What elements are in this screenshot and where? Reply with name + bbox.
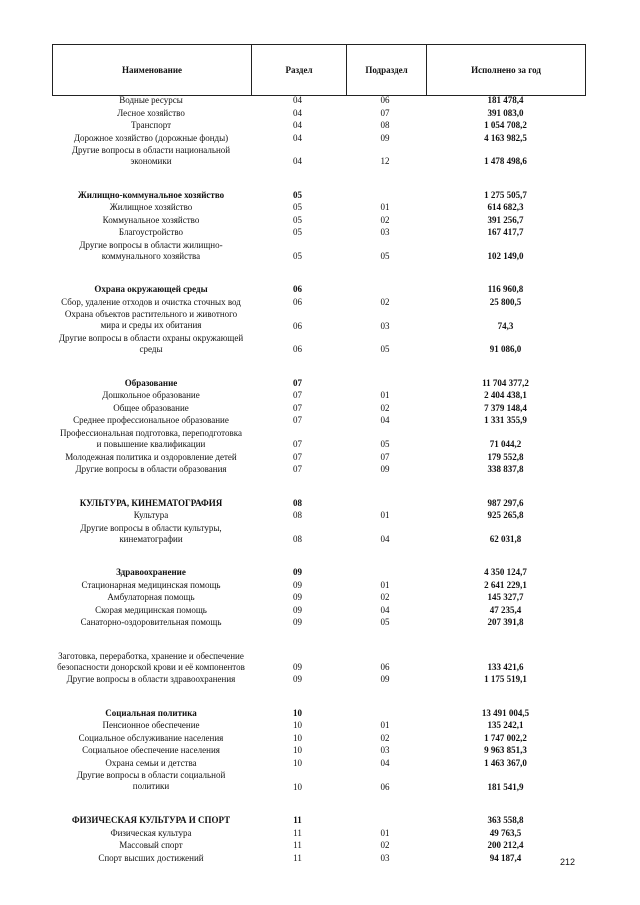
row-subsection: 01 — [380, 579, 390, 590]
row-amount: 94 187,4 — [489, 852, 522, 863]
row-name-line: Социальная политика — [105, 707, 197, 718]
row-section: 04 — [293, 156, 302, 167]
row-amount: 4 350 124,7 — [484, 567, 527, 578]
row-name — [52, 840, 250, 851]
section-row — [52, 708, 586, 719]
row-subsection: 04 — [380, 533, 390, 544]
row-subsection: 07 — [380, 451, 390, 462]
table-header — [52, 44, 586, 96]
row-name-line: Жилищное хозяйство — [109, 202, 193, 213]
section-row — [52, 378, 586, 389]
row-name — [52, 428, 250, 450]
header-name: Наименование — [122, 65, 182, 75]
row-name-line: КУЛЬТУРА, КИНЕМАТОГРАФИЯ — [79, 497, 223, 508]
row-section: 10 — [293, 757, 302, 768]
row-subsection: 02 — [380, 296, 390, 307]
row-amount: 181 541,9 — [487, 781, 524, 792]
row-subsection: 02 — [380, 402, 390, 413]
row-name — [52, 498, 250, 509]
section-row — [52, 190, 586, 201]
row-name-line: экономики — [130, 156, 172, 166]
row-section: 10 — [293, 781, 302, 792]
row-name — [52, 297, 250, 308]
row-name — [52, 580, 250, 591]
table-row — [52, 510, 586, 521]
table-row — [52, 580, 586, 591]
row-amount: 200 212,4 — [487, 840, 524, 851]
row-name-line: Другие вопросы в области здравоохранения — [66, 674, 236, 685]
row-name-line: ФИЗИЧЕСКАЯ КУЛЬТУРА И СПОРТ — [71, 815, 231, 826]
table-row — [52, 674, 586, 685]
table-row — [52, 733, 586, 744]
row-subsection: 01 — [380, 720, 390, 731]
row-amount: 1 463 367,0 — [484, 757, 527, 768]
row-section: 05 — [293, 227, 302, 238]
page-number: 212 — [560, 857, 576, 867]
row-subsection: 06 — [380, 661, 390, 672]
row-section: 07 — [293, 402, 302, 413]
row-name — [52, 415, 250, 426]
row-section: 09 — [293, 592, 302, 603]
row-name — [52, 651, 250, 673]
table-row — [52, 428, 586, 450]
table-row — [52, 108, 586, 119]
row-subsection: 09 — [380, 132, 390, 143]
row-amount: 1 331 355,9 — [484, 415, 527, 426]
row-section: 07 — [293, 464, 302, 474]
section-row — [52, 815, 586, 826]
row-subsection: 04 — [380, 604, 390, 615]
table-row — [52, 227, 586, 238]
row-name-line: Благоустройство — [118, 227, 184, 238]
row-section: 04 — [293, 107, 302, 118]
row-name-line: Охрана окружающей среды — [94, 284, 208, 295]
row-section: 08 — [293, 533, 302, 544]
row-amount: 71 044,2 — [489, 438, 522, 449]
row-amount: 49 763,5 — [489, 827, 522, 838]
row-name-line: Сбор, удаление отходов и очистка сточных вод — [61, 296, 241, 307]
row-name — [52, 403, 250, 414]
row-amount: 133 421,6 — [487, 661, 524, 672]
row-name-line: Массовый спорт — [119, 840, 183, 851]
table-row — [52, 240, 586, 262]
row-section: 08 — [293, 510, 302, 520]
row-subsection: 06 — [380, 781, 390, 792]
row-name — [52, 674, 250, 685]
row-section: 07 — [293, 390, 302, 401]
row-name-line: Физическая культура — [110, 827, 192, 838]
row-name-line: и повышение квалификации — [96, 438, 206, 449]
row-name-line: Другие вопросы в области образования — [75, 464, 227, 474]
row-name — [52, 720, 250, 731]
row-amount: 11 704 377,2 — [482, 377, 529, 388]
row-amount: 614 682,3 — [487, 202, 524, 213]
table-row — [52, 840, 586, 851]
table-row — [52, 720, 586, 731]
row-name — [52, 133, 250, 144]
row-section: 06 — [293, 296, 302, 307]
row-name-line: мира и среды их обитания — [100, 320, 202, 331]
row-name — [52, 108, 250, 119]
table-row — [52, 415, 586, 426]
row-subsection: 03 — [380, 320, 390, 331]
row-section: 06 — [293, 320, 302, 331]
row-section: 10 — [293, 745, 302, 756]
row-subsection: 09 — [380, 464, 390, 474]
row-section: 07 — [293, 438, 302, 449]
row-name — [52, 853, 250, 864]
table-row — [52, 770, 586, 792]
table-row — [52, 523, 586, 545]
row-name-line: Социальное обслуживание населения — [78, 732, 224, 743]
row-section: 11 — [293, 840, 302, 851]
row-name-line: Охрана объектов растительного и животного — [64, 309, 238, 320]
row-name-line: Лесное хозяйство — [117, 107, 185, 118]
row-subsection: 07 — [380, 107, 390, 118]
row-amount: 62 031,8 — [489, 533, 522, 544]
row-name-line: Скорая медицинская помощь — [95, 604, 207, 615]
row-name — [52, 815, 250, 826]
row-amount: 391 083,0 — [487, 107, 524, 118]
row-subsection: 03 — [380, 227, 390, 238]
row-section: 06 — [293, 284, 302, 295]
row-name — [52, 745, 250, 756]
row-section: 04 — [293, 120, 302, 130]
row-amount: 1 175 519,1 — [484, 674, 527, 685]
row-amount: 47 235,4 — [489, 604, 522, 615]
header-section: Раздел — [251, 45, 346, 95]
row-subsection: 12 — [380, 156, 390, 167]
row-name — [52, 605, 250, 616]
row-name-line: Социальное обеспечение населения — [82, 745, 220, 756]
row-name — [52, 390, 250, 401]
row-section: 09 — [293, 661, 302, 672]
row-subsection: 05 — [380, 438, 390, 449]
row-name — [52, 190, 250, 201]
table-row — [52, 758, 586, 769]
table-row — [52, 215, 586, 226]
row-name-line: Охрана семьи и детства — [105, 757, 197, 768]
row-section: 07 — [293, 415, 302, 426]
row-section: 08 — [293, 497, 302, 508]
row-name — [52, 567, 250, 578]
row-subsection: 01 — [380, 390, 390, 401]
row-amount: 145 327,7 — [487, 592, 524, 603]
row-subsection: 02 — [380, 592, 390, 603]
table-row — [52, 745, 586, 756]
row-section: 10 — [293, 720, 302, 731]
row-subsection: 05 — [380, 617, 390, 628]
header-executed: Исполнено за год — [426, 45, 585, 95]
row-section: 04 — [293, 132, 302, 143]
row-amount: 363 558,8 — [487, 815, 524, 826]
table-row — [52, 145, 586, 167]
row-name-line: Другие вопросы в области жилищно- — [79, 239, 223, 250]
row-amount: 207 391,8 — [487, 617, 524, 628]
table-row — [52, 403, 586, 414]
row-amount: 2 404 438,1 — [484, 390, 527, 401]
row-section: 10 — [293, 707, 302, 718]
row-name — [52, 145, 250, 167]
row-name-line: Другие вопросы в области охраны окружающей — [58, 333, 244, 344]
row-name-line: кинематографии — [119, 533, 183, 544]
row-section: 11 — [293, 815, 302, 826]
row-amount: 7 379 148,4 — [484, 402, 527, 413]
row-name-line: политики — [132, 781, 170, 792]
row-name-line: Пенсионное обеспечение — [102, 720, 200, 731]
section-row — [52, 498, 586, 509]
row-section: 09 — [293, 567, 302, 578]
row-name — [52, 215, 250, 226]
table-row — [52, 828, 586, 839]
row-amount: 116 960,8 — [487, 284, 524, 295]
row-name — [52, 617, 250, 628]
row-name-line: Водные ресурсы — [119, 95, 183, 105]
row-name-line: Профессиональная подготовка, переподготовка — [60, 427, 242, 438]
row-section: 09 — [293, 674, 302, 685]
row-name-line: Транспорт — [130, 120, 172, 130]
row-name — [52, 592, 250, 603]
row-name — [52, 828, 250, 839]
row-subsection: 04 — [380, 757, 390, 768]
row-amount: 925 265,8 — [487, 510, 524, 520]
row-name-line: Санаторно-оздоровительная помощь — [80, 617, 222, 628]
row-amount: 1 478 498,6 — [484, 156, 527, 167]
row-name — [52, 523, 250, 545]
row-name-line: Среднее профессиональное образование — [73, 415, 229, 426]
row-subsection: 04 — [380, 415, 390, 426]
row-name — [52, 227, 250, 238]
header-subsection: Подраздел — [346, 45, 426, 95]
row-name — [52, 202, 250, 213]
row-section: 11 — [293, 827, 302, 838]
row-subsection: 08 — [380, 120, 390, 130]
table-row — [52, 333, 586, 355]
row-name — [52, 770, 250, 792]
row-name — [52, 120, 250, 131]
row-section: 09 — [293, 579, 302, 590]
row-section: 05 — [293, 189, 302, 200]
row-amount: 1 747 002,2 — [484, 732, 527, 743]
table-row — [52, 605, 586, 616]
row-name — [52, 510, 250, 521]
table-row — [52, 853, 586, 864]
row-section: 10 — [293, 732, 302, 743]
table-row — [52, 120, 586, 131]
row-amount: 91 086,0 — [489, 344, 522, 355]
row-name — [52, 333, 250, 355]
row-name-line: Культура — [133, 510, 169, 520]
row-subsection: 01 — [380, 827, 390, 838]
row-amount: 1 275 505,7 — [484, 189, 527, 200]
row-amount: 2 641 229,1 — [484, 579, 527, 590]
row-name-line: Дошкольное образование — [102, 390, 200, 401]
row-name-line: Другие вопросы в области национальной — [71, 145, 231, 155]
row-section: 04 — [293, 95, 302, 105]
row-amount: 13 491 004,5 — [481, 707, 530, 718]
row-amount: 102 149,0 — [487, 250, 524, 261]
row-name-line: Жилищно-коммунальное хозяйство — [77, 189, 225, 200]
row-subsection: 03 — [380, 852, 390, 863]
row-name-line: Другие вопросы в области культуры, — [80, 522, 222, 533]
table-row — [52, 651, 586, 673]
table-row — [52, 95, 586, 106]
table-row — [52, 390, 586, 401]
row-section: 09 — [293, 604, 302, 615]
row-name-line: Заготовка, переработка, хранение и обеспечение — [58, 650, 244, 661]
row-subsection: 05 — [380, 250, 390, 261]
row-name — [52, 452, 250, 463]
row-amount: 167 417,7 — [487, 227, 524, 238]
row-name-line: Другие вопросы в области социальной — [76, 770, 226, 781]
table-row — [52, 617, 586, 628]
table-row — [52, 452, 586, 463]
row-section: 07 — [293, 451, 302, 462]
row-name-line: безопасности донорской крови и её компонентов — [57, 661, 245, 672]
row-section: 06 — [293, 344, 302, 355]
row-name — [52, 733, 250, 744]
row-amount: 135 242,1 — [487, 720, 524, 731]
row-amount: 987 297,6 — [487, 497, 524, 508]
row-name-line: Дорожное хозяйство (дорожные фонды) — [73, 132, 229, 143]
row-name — [52, 95, 250, 106]
table-row — [52, 202, 586, 213]
row-name-line: Молодежная политика и оздоровление детей — [65, 451, 237, 462]
row-name-line: Спорт высших достижений — [98, 852, 204, 863]
row-name-line: среды — [139, 344, 163, 355]
row-section: 07 — [293, 377, 302, 388]
row-amount: 179 552,8 — [487, 451, 524, 462]
row-subsection: 06 — [380, 95, 390, 105]
row-section: 05 — [293, 202, 302, 213]
row-subsection: 02 — [380, 732, 390, 743]
row-name — [52, 708, 250, 719]
row-amount: 4 163 982,5 — [484, 132, 527, 143]
row-name — [52, 309, 250, 331]
row-section: 05 — [293, 250, 302, 261]
row-amount: 25 800,5 — [489, 296, 522, 307]
row-name — [52, 464, 250, 475]
row-name-line: Стационарная медицинская помощь — [81, 579, 221, 590]
table-row — [52, 592, 586, 603]
row-section: 11 — [293, 852, 302, 863]
row-name-line: Общее образование — [113, 402, 189, 413]
row-name-line: Амбулаторная помощь — [107, 592, 195, 603]
row-subsection: 02 — [380, 214, 390, 225]
row-amount: 181 478,4 — [487, 95, 524, 105]
row-name — [52, 284, 250, 295]
row-name — [52, 378, 250, 389]
row-name-line: Образование — [124, 377, 178, 388]
row-name-line: Здравоохранение — [116, 567, 186, 578]
row-amount: 9 963 851,3 — [484, 745, 527, 756]
row-amount: 391 256,7 — [487, 214, 524, 225]
row-amount: 338 837,8 — [487, 464, 524, 474]
row-subsection: 03 — [380, 745, 390, 756]
row-name-line: Коммунальное хозяйство — [102, 214, 200, 225]
row-subsection: 09 — [380, 674, 390, 685]
table-row — [52, 133, 586, 144]
row-section: 09 — [293, 617, 302, 628]
row-amount: 1 054 708,2 — [484, 120, 527, 130]
table-row — [52, 464, 586, 475]
row-subsection: 05 — [380, 344, 390, 355]
section-row — [52, 284, 586, 295]
table-row — [52, 309, 586, 331]
row-name — [52, 240, 250, 262]
section-row — [52, 567, 586, 578]
row-amount: 74,3 — [497, 320, 514, 331]
table-row — [52, 297, 586, 308]
row-subsection: 01 — [380, 510, 390, 520]
row-subsection: 02 — [380, 840, 390, 851]
row-section: 05 — [293, 214, 302, 225]
row-subsection: 01 — [380, 202, 390, 213]
row-name — [52, 758, 250, 769]
row-name-line: коммунального хозяйства — [101, 250, 201, 261]
